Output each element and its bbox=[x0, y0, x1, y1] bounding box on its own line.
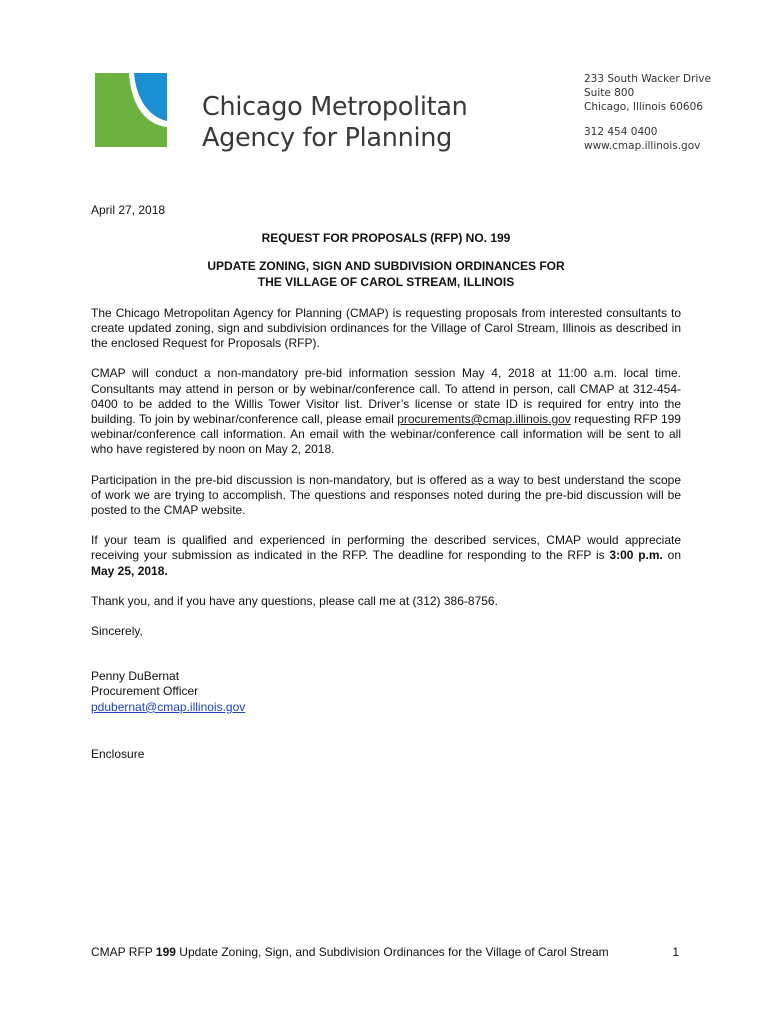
footer-prefix: CMAP RFP bbox=[91, 945, 153, 959]
org-name-line-2: Agency for Planning bbox=[202, 123, 453, 153]
pre-bid-text-continued: requesting RFP 199 webinar/conference call information. An email with the webinar/conference call information will be sent to all who have registered by noon on May 2, 2018. bbox=[91, 412, 681, 457]
enclosure-note: Enclosure bbox=[91, 746, 145, 761]
procurements-email-link[interactable]: procurements@cmap.illinois.gov bbox=[397, 412, 571, 427]
footer-title: Update Zoning, Sign, and Subdivision Ordinances for the Village of Carol Stream bbox=[179, 945, 609, 959]
signature-block bbox=[91, 669, 681, 715]
rfp-subtitle-line-2: THE VILLAGE OF CAROL STREAM, ILLINOIS bbox=[257, 274, 515, 289]
org-name-line-1: Chicago Metropolitan bbox=[202, 92, 468, 122]
page-number: 1 bbox=[672, 945, 679, 959]
rfp-subtitle-line-1: UPDATE ZONING, SIGN AND SUBDIVISION ORDINANCES FOR bbox=[207, 259, 565, 274]
suite: Suite 800 bbox=[584, 87, 635, 99]
deadline-date: May 25, 2018. bbox=[91, 563, 168, 578]
contact-block bbox=[584, 72, 711, 153]
street-address: 233 South Wacker Drive bbox=[584, 73, 711, 85]
signer-title: Procurement Officer bbox=[91, 684, 199, 699]
participation-paragraph: Participation in the pre-bid discussion is non-mandatory, but is offered as a way to best understand the scope of work we are trying to accomplish. The questions and responses noted during the pre-bid discussion will be posted to the CMAP website. bbox=[91, 472, 681, 518]
phone-number: 312 454 0400 bbox=[584, 126, 658, 138]
city-state-zip: Chicago, Illinois 60606 bbox=[584, 101, 703, 113]
letter-body bbox=[91, 203, 681, 762]
page-footer bbox=[91, 945, 681, 960]
signer-email-link[interactable]: pdubernat@cmap.illinois.gov bbox=[91, 699, 246, 714]
signer-name: Penny DuBernat bbox=[91, 669, 180, 684]
intro-paragraph: The Chicago Metropolitan Agency for Planning (CMAP) is requesting proposals from interested consultants to create updated zoning, sign and subdivision ordinances for the Village of Carol Stream, Illinois as described in the enclosed Request for Proposals (RFP). bbox=[91, 305, 681, 351]
thank-you-paragraph: Thank you, and if you have any questions, please call me at (312) 386-8756. bbox=[91, 593, 498, 608]
closing: Sincerely, bbox=[91, 624, 143, 639]
rfp-title: REQUEST FOR PROPOSALS (RFP) NO. 199 bbox=[261, 231, 511, 246]
organization-name bbox=[202, 92, 468, 154]
website[interactable]: www.cmap.illinois.gov bbox=[584, 140, 701, 152]
deadline-text: If your team is qualified and experienced in performing the described services, CMAP would appreciate receiving your submission as indicated in the RFP. The deadline for responding to the RFP is bbox=[91, 533, 681, 563]
cmap-logo bbox=[95, 73, 167, 147]
deadline-on: on bbox=[667, 548, 681, 563]
letter-date: April 27, 2018 bbox=[91, 203, 166, 217]
deadline-time: 3:00 p.m. bbox=[609, 548, 663, 563]
pre-bid-text: CMAP will conduct a non-mandatory pre-bid information session May 4, 2018 at 11:00 a.m. local time. Consultants may attend in person or by webinar/conference call. To attend in person, call CMAP at 312-454-0400 to be added to the Willis Tower Visitor list. Driver’s license or state ID is required for entry into the building. To join by webinar/conference call, please email bbox=[91, 366, 681, 427]
footer-rfp-number: 199 bbox=[155, 945, 176, 959]
deadline-paragraph bbox=[91, 533, 681, 579]
pre-bid-session-paragraph bbox=[91, 366, 681, 457]
rfp-subtitle bbox=[91, 259, 681, 289]
